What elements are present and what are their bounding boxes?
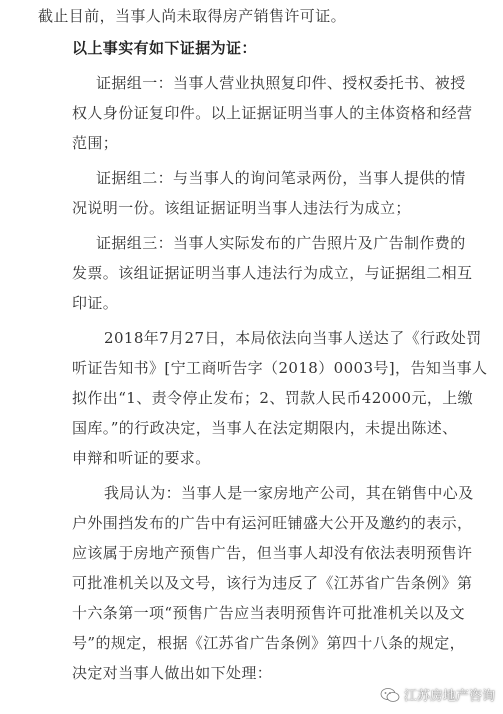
text-line: 发票。该组证据证明当事人违法行为成立，与证据组二相互 xyxy=(72,264,473,282)
text-line: 证据组二：与当事人的询问笔录两份，当事人提供的情 xyxy=(96,169,466,187)
text-line: 十六条第一项“预售广告应当表明预售许可批准机关以及文 xyxy=(72,604,466,622)
text-line: 截止目前，当事人尚未取得房产销售许可证。 xyxy=(38,7,347,25)
text-line: 应该属于房地产预售广告，但当事人却没有依法表明预售许 xyxy=(72,544,473,562)
text-line: 印证。 xyxy=(72,294,119,312)
text-line: 拟作出“1、责令停止发布；2、罚款人民币42000元，上缴 xyxy=(72,389,474,407)
text-line: 证据组一：当事人营业执照复印件、授权委托书、被授 xyxy=(96,74,466,92)
text-line: 我局认为：当事人是一家房地产公司，其在销售中心及 xyxy=(104,484,474,502)
text-line: 决定对当事人做出如下处理： xyxy=(72,664,273,682)
wechat-icon xyxy=(380,687,400,703)
text-line: 户外围挡发布的广告中有运河旺铺盛大公开及邀约的表示， xyxy=(72,514,473,532)
text-line: 申辩和听证的要求。 xyxy=(72,449,211,467)
watermark-text: 江苏房地产咨询 xyxy=(403,689,495,704)
text-line: 况说明一份。该组证据证明当事人违法行为成立； xyxy=(72,199,411,217)
text-line: 证据组三：当事人实际发布的广告照片及广告制作费的 xyxy=(96,234,466,252)
text-line: 可批准机关以及文号，该行为违反了《江苏省广告条例》第 xyxy=(72,574,473,592)
text-line: 2018年7月27日，本局依法向当事人送达了《行政处罚 xyxy=(104,329,482,347)
text-line: 范围； xyxy=(72,134,119,152)
text-line: 权人身份证复印件。以上证据证明当事人的主体资格和经营 xyxy=(72,104,473,122)
text-line: 国库。”的行政决定，当事人在法定期限内，未提出陈述、 xyxy=(72,419,458,437)
watermark xyxy=(380,685,495,704)
text-line: 听证告知书》[宁工商听告字（2018）0003号]，告知当事人 xyxy=(72,359,488,377)
text-line: 号”的规定，根据《江苏省广告条例》第四十八条的规定， xyxy=(72,634,466,652)
section-heading: 以上事实有如下证据为证： xyxy=(72,39,257,57)
